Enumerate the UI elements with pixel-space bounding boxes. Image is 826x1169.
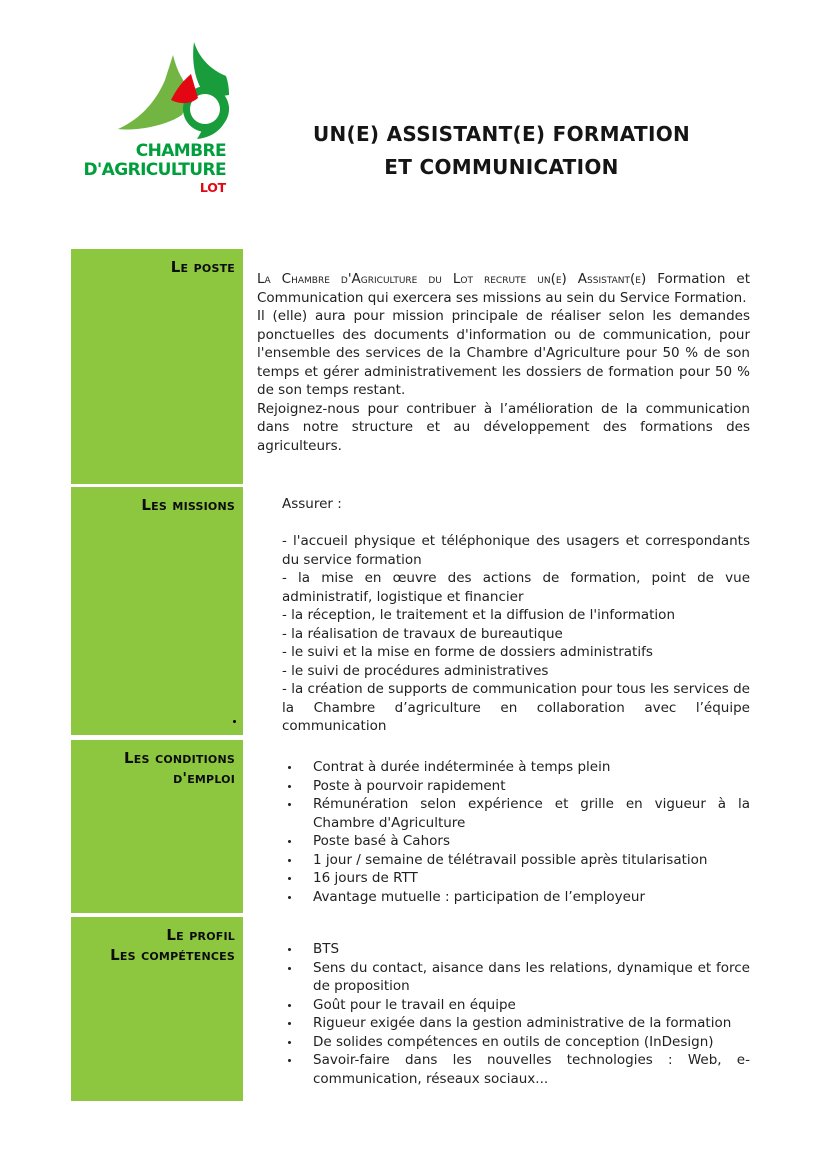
bullet-icon xyxy=(288,1022,291,1025)
logo-org-name-line2: D'AGRICULTURE xyxy=(83,160,226,180)
section-block-conditions xyxy=(71,740,243,913)
job-title xyxy=(253,118,750,184)
bullet-icon xyxy=(288,877,291,880)
condition-item-text: 16 jours de RTT xyxy=(313,870,418,886)
mission-item: - la mise en œuvre des actions de formation, point de vue administratif, logistique et financier xyxy=(282,570,750,605)
condition-item xyxy=(257,795,750,832)
bullet-icon xyxy=(288,803,291,806)
mission-item: - le suivi et la mise en forme de dossiers administratifs xyxy=(282,644,653,660)
section-block-profil xyxy=(71,917,243,1101)
condition-item xyxy=(257,851,750,870)
mission-item: - la réalisation de travaux de bureautique xyxy=(282,625,563,642)
profil-item xyxy=(257,996,750,1015)
mission-item: - la réception, le traitement et la diffusion de l'information xyxy=(282,607,676,623)
mission-item: - l'accueil physique et téléphonique des usagers et correspondants du service formation xyxy=(282,533,750,568)
bullet-icon xyxy=(288,1059,291,1062)
profil-item xyxy=(257,940,750,959)
poste-paragraph-2: Il (elle) aura pour mission principale de réaliser selon les demandes ponctuelles des documents d'information ou de communication, pour l'ensemble des services de la Chambre d'Agriculture pour 50 % de son temps et gérer administrativement les dossiers de formation pour 50 % de son temps restant. xyxy=(257,308,750,398)
logo-region-label: LOT xyxy=(199,180,226,195)
section-label-missions: Les missions xyxy=(141,496,235,514)
condition-item xyxy=(257,758,750,777)
bullet-icon xyxy=(288,948,291,951)
section-label-conditions-line1: Les conditions xyxy=(124,749,235,767)
condition-item-text: Contrat à durée indéterminée à temps plein xyxy=(313,759,611,775)
mission-item: - la création de supports de communication pour tous les services de la Chambre d’agriculture en collaboration avec l’équipe communication xyxy=(282,681,750,734)
profil-item-text: Rigueur exigée dans la gestion administrative de la formation xyxy=(313,1015,732,1031)
logo-org-name-line1: CHAMBRE xyxy=(135,141,226,161)
chambre-agriculture-logo xyxy=(70,12,240,195)
condition-item xyxy=(257,777,750,796)
poste-intro-smallcaps: La Chambre d'Agriculture du Lot recrute un(e) Assistant(e) xyxy=(257,271,647,287)
section-block-missions xyxy=(71,487,243,735)
condition-item-text: Poste à pourvoir rapidement xyxy=(313,777,506,794)
section-label-profil-line2: Les compétences xyxy=(110,946,235,964)
section-label-conditions-line2: d'emploi xyxy=(173,769,235,787)
condition-item-text: Avantage mutuelle : participation de l’employeur xyxy=(313,888,646,905)
poste-paragraph-3: Rejoignez-nous pour contribuer à l’amélioration de la communication dans notre structure et au développement des formations des agriculteurs. xyxy=(257,400,750,454)
bullet-icon xyxy=(288,785,291,788)
profil-item xyxy=(257,1051,750,1088)
bullet-icon xyxy=(288,766,291,769)
condition-item-text: Rémunération selon expérience et grille en vigueur à la Chambre d'Agriculture xyxy=(313,796,750,831)
bullet-icon xyxy=(288,859,291,862)
section-label-poste: Le poste xyxy=(170,258,235,276)
mission-item: - le suivi de procédures administratives xyxy=(282,662,549,679)
conditions-list xyxy=(257,758,750,906)
stray-bullet-dot xyxy=(233,720,236,723)
profil-item xyxy=(257,1014,750,1033)
profil-item-text: Goût pour le travail en équipe xyxy=(313,996,516,1013)
profil-item-text: BTS xyxy=(313,941,340,957)
condition-item xyxy=(257,888,750,907)
missions-body xyxy=(282,495,750,736)
condition-item-text: Poste basé à Cahors xyxy=(313,833,450,849)
bullet-icon xyxy=(288,1004,291,1007)
chambre-agriculture-logo-icon xyxy=(115,38,231,140)
bullet-icon xyxy=(288,967,291,970)
missions-intro: Assurer : xyxy=(282,496,342,512)
condition-item xyxy=(257,832,750,851)
job-title-line1: UN(E) ASSISTANT(E) FORMATION xyxy=(312,122,691,146)
condition-item xyxy=(257,869,750,888)
section-block-poste xyxy=(71,249,243,484)
poste-paragraph-intro xyxy=(257,270,750,307)
job-title-line2: ET COMMUNICATION xyxy=(384,155,619,179)
section-label-profil xyxy=(71,917,243,965)
profil-item-text: Savoir-faire dans les nouvelles technologies : Web, e-communication, réseaux sociaux... xyxy=(313,1052,750,1087)
bullet-icon xyxy=(288,840,291,843)
section-label-profil-line1: Le profil xyxy=(166,926,235,944)
profil-list xyxy=(257,940,750,1088)
poste-intro-rest: Formation et Communication qui exercera ses missions au sein du Service Formation. xyxy=(257,271,750,306)
profil-item-text: Sens du contact, aisance dans les relations, dynamique et force de proposition xyxy=(313,959,750,994)
bullet-icon xyxy=(288,896,291,899)
profil-item xyxy=(257,959,750,996)
profil-item xyxy=(257,1033,750,1052)
section-label-conditions xyxy=(71,740,243,788)
bullet-icon xyxy=(288,1041,291,1044)
condition-item-text: 1 jour / semaine de télétravail possible après titularisation xyxy=(313,851,708,868)
poste-body xyxy=(257,270,750,455)
profil-item-text: De solides compétences en outils de conception (InDesign) xyxy=(313,1033,714,1050)
